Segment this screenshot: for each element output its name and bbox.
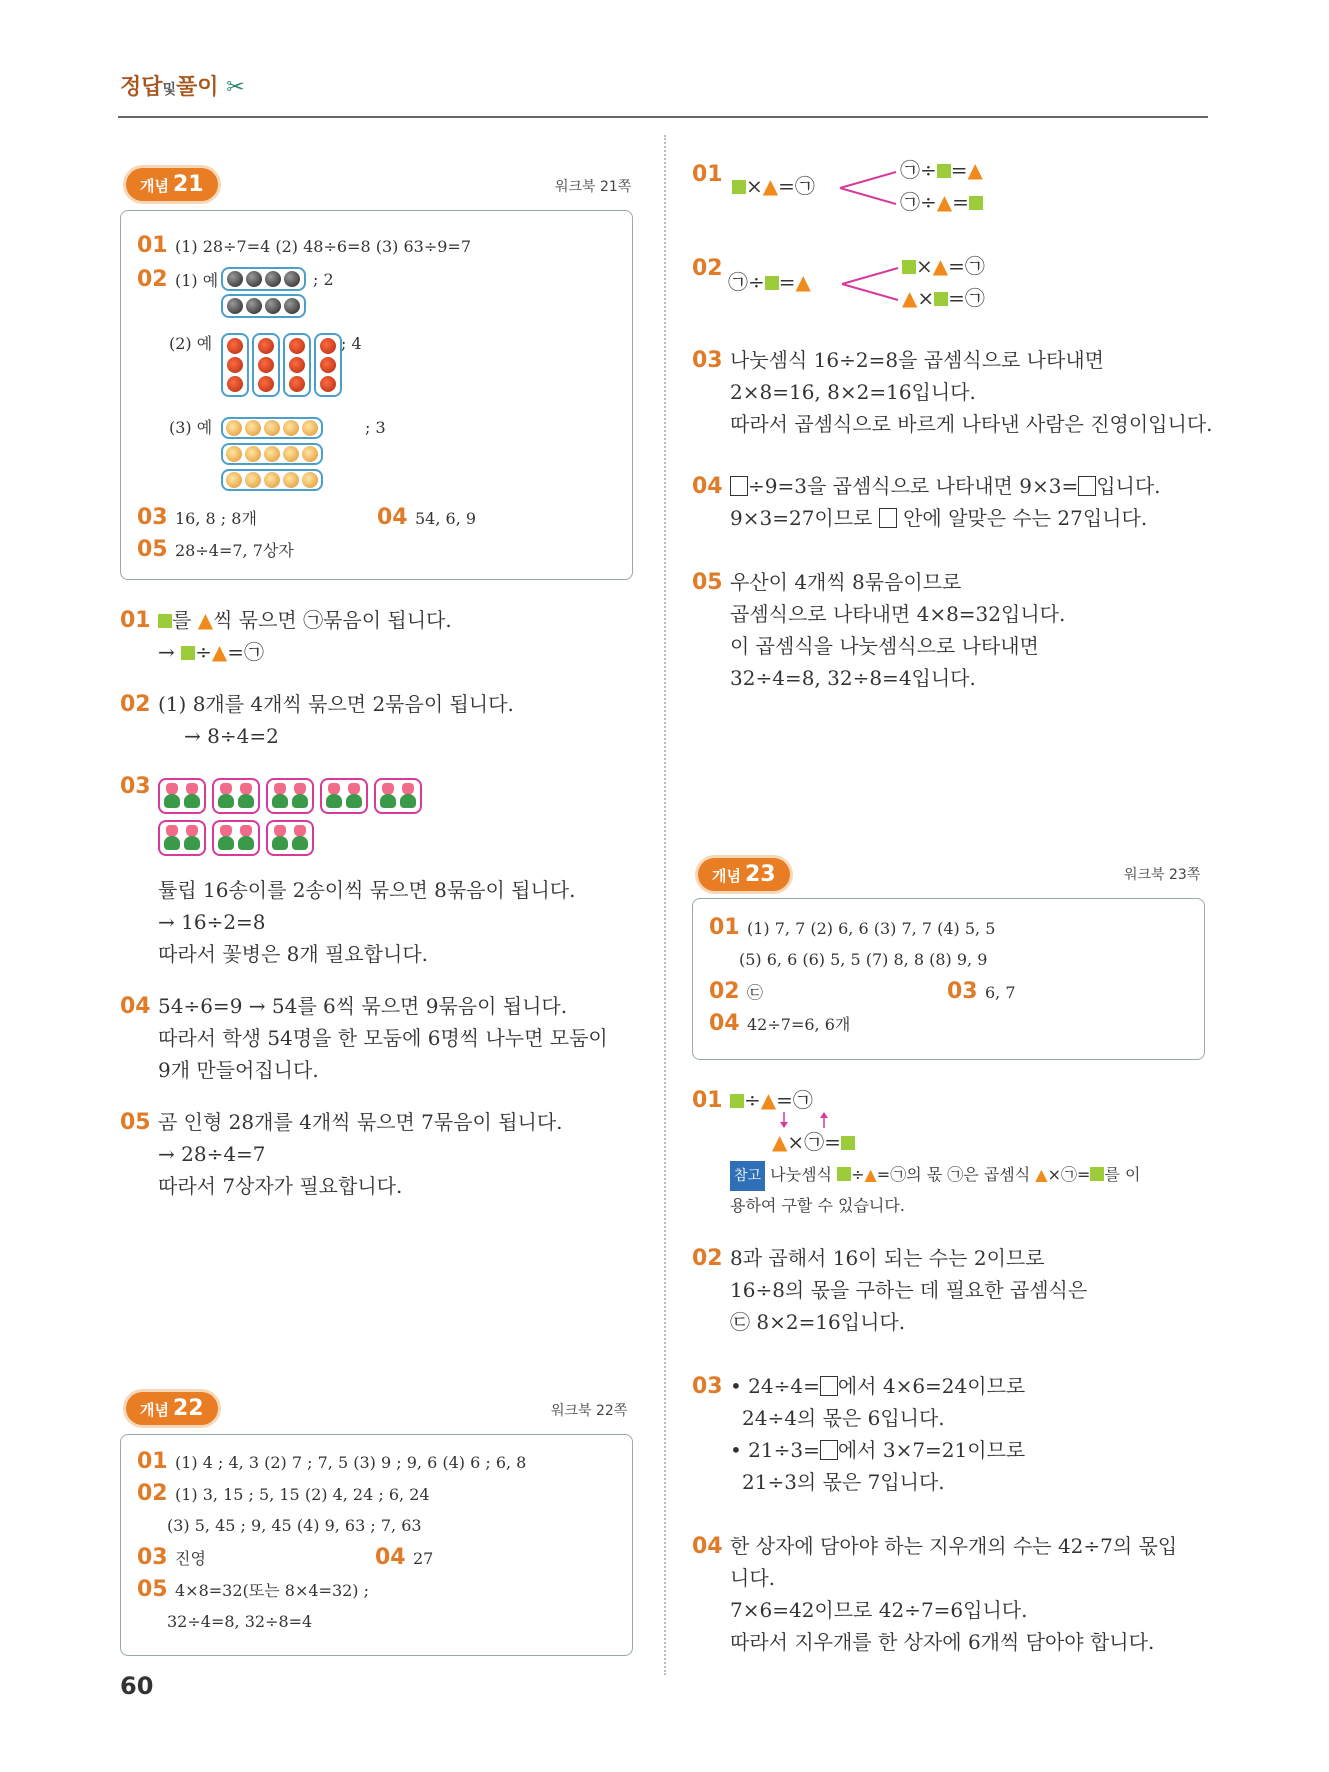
answer-text: (1) 7, 7 (2) 6, 6 (3) 7, 7 (4) 5, 5 [747,919,996,938]
solution-text: 입니다. [1096,474,1161,498]
q-number: 02 [692,256,723,281]
q-number: 03 [692,1374,723,1399]
answer-text: (3) 5, 45 ; 9, 45 (4) 9, 63 ; 7, 63 [167,1516,422,1535]
green-square-icon [730,1094,744,1108]
tulip-group [320,778,368,814]
solution-22-05 [692,566,961,599]
tulip-group [158,778,206,814]
fruit-icon [302,420,318,436]
blank-box [820,1376,838,1396]
answer-row [709,1007,850,1041]
eq-text: ÷ [744,1088,761,1112]
header-title-a: 정답 [120,75,163,100]
split-arrows [838,166,898,210]
q-number: 05 [120,1110,151,1135]
solution-text: 나눗셈식 16÷2=8을 곱셈식으로 나타내면 [730,348,1104,372]
solution-01-eq [158,636,264,669]
q-number: 03 [947,979,978,1004]
fruit-icon [283,472,299,488]
q-number: 01 [692,1088,723,1113]
tulip-icon [237,783,255,809]
fruit-icon [226,446,242,462]
tomato-icon [227,338,243,354]
eq-text: =㉠ [778,174,815,198]
ball-icon [227,298,243,314]
eq-text: × [917,286,935,310]
eq-text: ×㉠= [787,1130,841,1154]
answer-box-21 [120,210,633,580]
eq-text: = [778,270,796,294]
fruit-icon [226,420,242,436]
eq-text: ㉠÷ [900,190,937,214]
tulip-icon [271,783,289,809]
note-text: ÷ [851,1165,865,1184]
green-square-icon [837,1167,851,1181]
tomato-icon [258,376,274,392]
solution-text: 2×8=16, 8×2=16입니다. [730,380,976,404]
equation-mult [772,1126,855,1159]
tulip-icon [183,825,201,851]
orange-triangle-icon: ▲ [760,1088,777,1112]
solution-text: (1) 8개를 4개씩 묶으면 2묶음이 됩니다. [158,692,514,716]
eq-text: = [952,190,969,214]
q-number: 04 [709,1011,740,1036]
tulip-icon [163,825,181,851]
answer-text: ㉢ [747,983,764,1002]
solution-text: 7×6=42이므로 42÷7=6입니다. [730,1598,1028,1622]
fruit-icon [283,420,299,436]
ball-icon [246,271,262,287]
green-square-icon [841,1136,855,1150]
solution-text: 54÷6=9 → 54를 6씩 묶으면 9묶음이 됩니다. [158,994,568,1018]
answer-row [377,501,476,535]
blank-box [730,476,748,496]
q-number: 02 [692,1246,723,1271]
ball-icon [284,298,300,314]
ball-group [221,294,306,318]
ball-group [221,267,306,291]
orange-triangle-icon: ▲ [967,158,983,182]
solution-text: 니다. [730,1566,775,1590]
green-square-icon [732,180,746,194]
tulip-icon [291,825,309,851]
solution-line [730,1434,1025,1467]
solution-03 [120,770,158,803]
blank-box [820,1440,838,1460]
solution-text: → 8÷4=2 [184,724,279,748]
tulip-group [374,778,422,814]
tulip-icon [217,783,235,809]
answer-text: ; 3 [365,418,386,437]
blank-box [1078,476,1096,496]
q-number: 03 [137,505,168,530]
solution-text: 9×3=27이므로 [730,506,873,530]
ball-icon [265,271,281,287]
concept-badge-23 [698,858,790,891]
tomato-group [283,333,311,397]
answer-row [709,911,995,945]
tomato-group [221,333,249,397]
solution-text: 곱셈식으로 나타내면 4×8=32입니다. [730,602,1066,626]
solution-text: • 21÷3= [730,1438,820,1462]
solution-text: 한 상자에 담아야 하는 지우개의 수는 42÷7의 몫입 [730,1534,1178,1558]
answer-text: ; 4 [341,334,362,353]
header-title-b: 풀이 [176,75,219,100]
orange-triangle-icon: ▲ [1035,1165,1048,1184]
header-title-small: 및 [162,82,177,98]
q-number: 02 [137,1481,168,1506]
solution-text: ㉢ 8×2=16입니다. [730,1310,906,1334]
tomato-icon [258,338,274,354]
tulip-icon [325,783,343,809]
q-number: 03 [137,1545,168,1570]
green-square-icon [902,260,916,274]
equation-left [728,266,811,299]
solution-05 [120,1106,563,1139]
solution-04 [120,990,567,1023]
answer-box-22 [120,1434,633,1656]
answer-row [137,1573,369,1607]
green-square-icon [158,614,172,628]
equation-left [732,170,815,203]
answer-row [137,1445,526,1479]
tomato-icon [320,357,336,373]
reference-note [730,1160,1210,1221]
solution-text: 튤립 16송이를 2송이씩 묶으면 8묶음이 됩니다. [158,878,576,902]
tulip-icon [183,783,201,809]
fruit-group [221,417,323,439]
fruit-groups [221,417,323,493]
solution-line [730,502,1147,535]
note-text: ×㉠= [1047,1165,1091,1184]
solution-23-03 [692,1370,1025,1403]
green-square-icon [969,196,983,210]
solution-text: 에서 3×7=21이므로 [837,1438,1026,1462]
q-number: 04 [692,474,723,499]
eq-text: ㉠÷ [728,270,765,294]
tomato-groups [221,333,342,397]
badge-number: 23 [744,862,776,887]
solution-01 [120,604,452,637]
answer-text: 6, 7 [985,983,1016,1002]
badge-label: 개념 [140,177,169,195]
orange-triangle-icon: ▲ [864,1165,877,1184]
fruit-icon [302,446,318,462]
orange-triangle-icon: ▲ [932,254,949,278]
tulip-icon [291,783,309,809]
equation-right-1 [902,250,985,283]
green-square-icon [765,276,779,290]
answer-text: 42÷7=6, 6개 [747,1015,851,1034]
badge-label: 개념 [140,1401,169,1419]
solution-text: 이 곱셈식을 나눗셈식으로 나타내면 [730,634,1039,658]
solution-text: 안에 알맞은 수는 27입니다. [903,506,1148,530]
fruit-icon [245,472,261,488]
fruit-icon [302,472,318,488]
note-text: 용하여 구할 수 있습니다. [730,1196,905,1215]
tomato-icon [289,376,305,392]
answer-row [375,1541,433,1575]
solution-text: 24÷4의 몫은 6입니다. [742,1406,945,1430]
answer-row [709,975,763,1009]
solution-22-03 [692,344,1104,377]
solution-text: 따라서 7상자가 필요합니다. [158,1174,403,1198]
fruit-icon [245,420,261,436]
eq-text: × [746,174,763,198]
solution-22-01 [692,158,723,191]
answer-text: (1) 28÷7=4 (2) 48÷6=8 (3) 63÷9=7 [175,237,472,256]
solution-text: ÷ [195,640,212,664]
equation-right-2 [902,282,985,315]
fruit-group [221,469,323,491]
fruit-icon [283,446,299,462]
badge-number: 22 [172,1396,204,1421]
tomato-group [314,333,342,397]
concept-badge-22 [126,1392,218,1425]
note-text: =㉠의 몫 ㉠은 곱셈식 [876,1165,1031,1184]
orange-triangle-icon: ▲ [795,270,811,294]
fruit-icon [264,420,280,436]
q-number: 04 [120,994,151,1019]
solution-text: 따라서 지우개를 한 상자에 6개씩 담아야 합니다. [730,1630,1155,1654]
answer-text: (5) 6, 6 (6) 5, 5 (7) 8, 8 (8) 9, 9 [739,950,988,969]
fruit-icon [245,446,261,462]
solution-text: 8과 곱해서 16이 되는 수는 2이므로 [730,1246,1045,1270]
tomato-icon [320,338,336,354]
solution-22-04 [692,470,1161,503]
ball-icon [227,271,243,287]
q-number: 01 [137,1449,168,1474]
tomato-icon [289,357,305,373]
equation-right-2 [900,186,983,219]
q-number: 02 [709,979,740,1004]
solution-text: 곰 인형 28개를 4개씩 묶으면 7묶음이 됩니다. [158,1110,563,1134]
note-text: 나눗셈식 [770,1165,832,1184]
fruit-icon [264,472,280,488]
q-number: 01 [709,915,740,940]
tulip-group [266,820,314,856]
orange-triangle-icon: ▲ [772,1130,788,1154]
q-number: 03 [120,774,151,799]
tulip-icon [237,825,255,851]
answer-box-23 [692,898,1205,1060]
answer-row [947,975,1016,1009]
q-number: 01 [692,162,723,187]
tulip-icon [217,825,235,851]
answer-text: 54, 6, 9 [415,509,477,528]
solution-23-04 [692,1530,1177,1563]
eq-text: =㉠ [948,286,985,310]
tulip-groups [158,778,422,856]
tulip-icon [271,825,289,851]
tulip-icon [399,783,417,809]
workbook-ref: 워크북 23쪽 [1124,867,1201,883]
solution-text: 9개 만들어집니다. [158,1058,319,1082]
green-square-icon [934,292,948,306]
tomato-icon [320,376,336,392]
workbook-ref: 워크북 21쪽 [555,179,632,195]
tomato-icon [227,357,243,373]
q-number: 01 [120,608,151,633]
answer-text: 4×8=32(또는 8×4=32) ; [175,1581,370,1600]
solution-text: ÷9=3을 곱셈식으로 나타내면 9×3= [748,474,1079,498]
q-number: 04 [375,1545,406,1570]
q-number: 05 [137,537,168,562]
blank-box [879,508,897,528]
split-arrows [840,262,900,306]
answer-text: (3) 예 [169,418,213,437]
green-square-icon [181,646,195,660]
answer-text: 32÷4=8, 32÷8=4 [167,1612,313,1631]
q-number: 05 [137,1577,168,1602]
q-number: 04 [377,505,408,530]
q-number: 02 [120,692,151,717]
tulip-icon [345,783,363,809]
page-number: 60 [120,1672,154,1700]
solution-text: → 16÷2=8 [158,910,266,934]
answer-row [137,229,471,263]
solution-text: 21÷3의 몫은 7입니다. [742,1470,945,1494]
answer-row [137,1477,430,1511]
answer-text: ; 2 [313,270,334,289]
workbook-ref: 워크북 22쪽 [551,1403,628,1419]
answer-row [137,1541,206,1575]
scissors-pencil-icon: ✂ [226,75,245,100]
tulip-icon [163,783,181,809]
q-number: 05 [692,570,723,595]
q-number: 04 [692,1534,723,1559]
note-tag: 참고 [730,1161,765,1191]
answer-text: (2) 예 [169,334,213,353]
arrow-text: → [158,640,175,664]
q-number: 01 [137,233,168,258]
eq-text: × [916,254,933,278]
tomato-icon [227,376,243,392]
tulip-icon [379,783,397,809]
answer-text: (1) 4 ; 4, 3 (2) 7 ; 7, 5 (3) 9 ; 9, 6 (4) 6 ; 6, 8 [175,1453,527,1472]
concept-badge-21 [126,168,218,201]
ball-groups [221,267,306,319]
green-square-icon [1090,1167,1104,1181]
answer-text: 28÷4=7, 7상자 [175,541,294,560]
solution-text: 16÷8의 몫을 구하는 데 필요한 곱셈식은 [730,1278,1088,1302]
solution-text: 우산이 4개씩 8묶음이므로 [730,570,962,594]
ball-icon [265,298,281,314]
tulip-group [266,778,314,814]
tulip-group [158,820,206,856]
tomato-icon [289,338,305,354]
ball-icon [284,271,300,287]
solution-text: 를 [172,608,192,632]
badge-label: 개념 [712,867,741,885]
solution-22-02 [692,252,723,285]
answer-text: 16, 8 ; 8개 [175,509,257,528]
solution-text: 따라서 곱셈식으로 바르게 나타낸 사람은 진영이입니다. [730,412,1213,436]
eq-text: = [950,158,968,182]
note-text: 를 이 [1104,1165,1141,1184]
column-divider [664,135,666,1675]
answer-text: (1) 예 [175,271,219,290]
eq-text: =㉠ [948,254,985,278]
answer-row [137,263,218,297]
solution-text: =㉠ [227,640,265,664]
equation-right-1 [900,154,983,187]
fruit-group [221,443,323,465]
answer-text: 27 [413,1549,434,1568]
q-number: 02 [137,267,168,292]
fruit-icon [264,446,280,462]
fruit-icon [226,472,242,488]
tomato-group [252,333,280,397]
ball-icon [246,298,262,314]
solution-text: 따라서 학생 54명을 한 모둠에 6명씩 나누면 모둠이 [158,1026,608,1050]
solution-02 [120,688,514,721]
eq-text: =㉠ [776,1088,813,1112]
tulip-group [212,820,260,856]
tulip-group [212,778,260,814]
solution-text: 따라서 꽃병은 8개 필요합니다. [158,942,428,966]
orange-triangle-icon: ▲ [902,286,918,310]
tomato-icon [258,357,274,373]
orange-triangle-icon: ▲ [936,190,953,214]
solution-text: → 28÷4=7 [158,1142,266,1166]
solution-text: 에서 4×6=24이므로 [837,1374,1026,1398]
answer-row [137,501,257,535]
solution-text: • 24÷4= [730,1374,820,1398]
header-divider [118,116,1208,118]
page-header [120,70,245,101]
answer-text: 진영 [175,1549,206,1568]
solution-text: 씩 묶으면 ㉠묶음이 됩니다. [213,608,452,632]
green-square-icon [937,164,951,178]
orange-triangle-icon: ▲ [197,608,214,632]
answer-text: (1) 3, 15 ; 5, 15 (2) 4, 24 ; 6, 24 [175,1485,430,1504]
orange-triangle-icon: ▲ [211,640,228,664]
orange-triangle-icon: ▲ [762,174,779,198]
eq-text: ㉠÷ [900,158,937,182]
answer-row [137,533,294,567]
badge-number: 21 [172,172,204,197]
solution-23-02 [692,1242,1045,1275]
q-number: 03 [692,348,723,373]
solution-text: 32÷4=8, 32÷8=4입니다. [730,666,976,690]
